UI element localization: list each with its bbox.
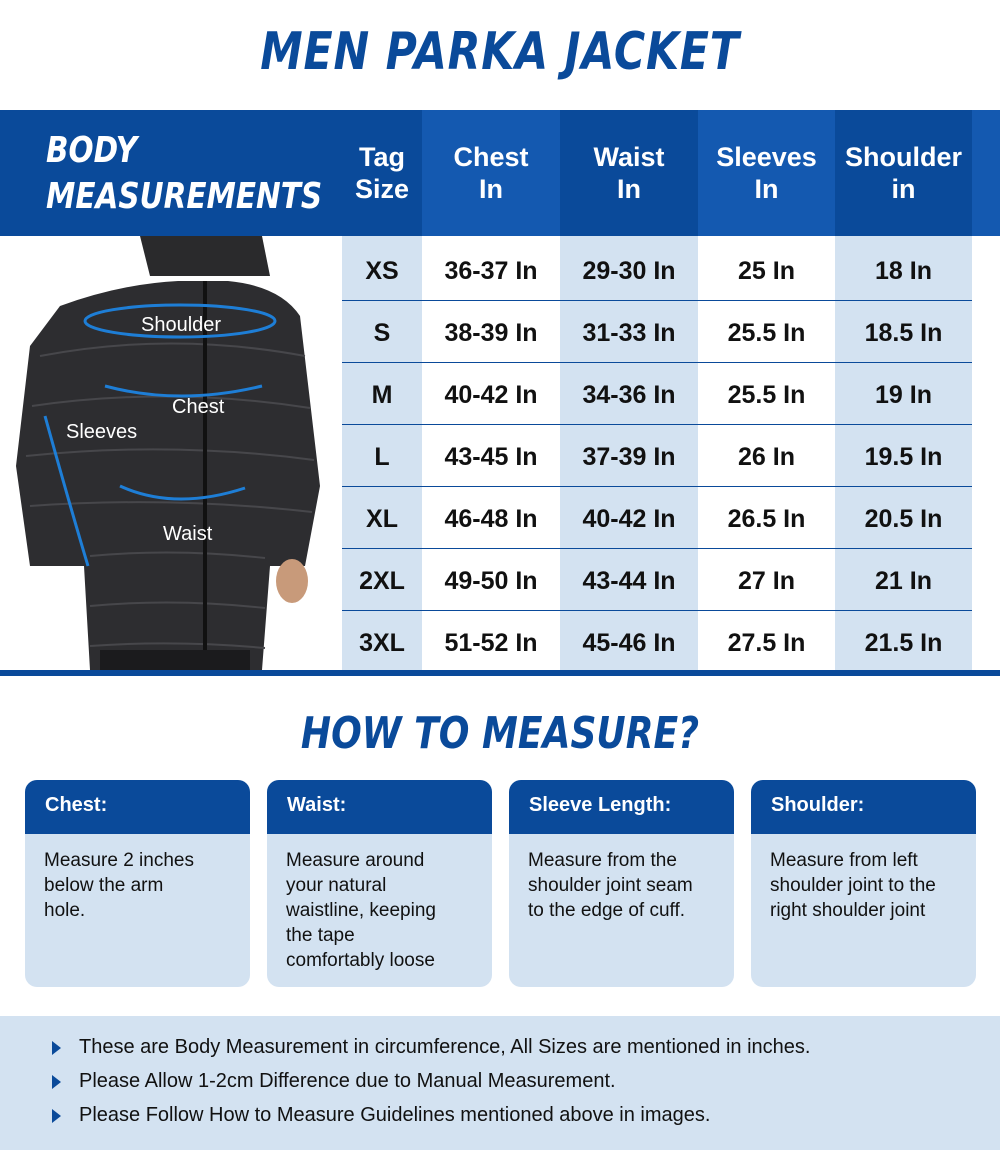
header-chest: Chest In — [422, 110, 560, 236]
shoulder-label: Shoulder — [141, 314, 222, 336]
header-sleeves: Sleeves In — [698, 110, 835, 236]
table-cell: 37-39 In — [582, 442, 676, 471]
shoulder-card — [751, 780, 976, 987]
table-cell: S — [373, 318, 391, 347]
card-body: Measure from left shoulder joint to the right shoulder joint — [770, 850, 936, 921]
note-item: Please Allow 1-2cm Difference due to Manual Measurement. — [52, 1070, 616, 1093]
jacket-photo — [0, 236, 342, 670]
row-divider — [342, 362, 972, 363]
size-chart — [0, 110, 1000, 678]
table-cell: 31-33 In — [582, 318, 676, 347]
caret-right-icon — [52, 1109, 61, 1123]
waist-card — [267, 780, 492, 987]
table-cell: 29-30 In — [582, 256, 676, 285]
table-cell: 40-42 In — [582, 504, 676, 533]
table-cell: 26.5 In — [727, 504, 806, 533]
table-cell: 45-46 In — [582, 628, 676, 657]
header-shoulder: Shoulder in — [835, 110, 972, 236]
card-title: Shoulder: — [751, 780, 976, 834]
card-body: Measure 2 inches below the arm hole. — [44, 850, 194, 921]
card-title: Chest: — [25, 780, 250, 834]
size-table — [342, 110, 1000, 670]
table-cell: XL — [366, 504, 398, 533]
table-cell: 26 In — [738, 442, 795, 471]
table-cell: 20.5 In — [864, 504, 943, 533]
page-title: MEN PARKA JACKET — [260, 22, 740, 82]
column-chest — [422, 236, 560, 670]
table-cell: 2XL — [359, 566, 405, 595]
card-body: Measure around your natural waistline, keeping the tape comfortably loose — [286, 850, 436, 971]
table-cell: 46-48 In — [444, 504, 538, 533]
table-cell: 43-44 In — [582, 566, 676, 595]
table-cell: L — [374, 442, 390, 471]
card-title: Sleeve Length: — [509, 780, 734, 834]
table-cell: 27.5 In — [727, 628, 806, 657]
table-cell: 25.5 In — [727, 380, 806, 409]
table-cell: XS — [365, 256, 399, 285]
table-cell: 21.5 In — [864, 628, 943, 657]
header-tag-size: Tag Size — [342, 110, 422, 236]
row-divider — [342, 424, 972, 425]
card-title: Waist: — [267, 780, 492, 834]
notes-panel — [0, 1016, 1000, 1150]
body-measurements-header — [0, 110, 342, 236]
parka-jacket-illustration — [0, 236, 342, 670]
sleeve-length-card — [509, 780, 734, 987]
caret-right-icon — [52, 1041, 61, 1055]
row-divider — [342, 548, 972, 549]
column-sleeves — [698, 236, 835, 670]
table-cell: 18.5 In — [864, 318, 943, 347]
table-cell: 34-36 In — [582, 380, 676, 409]
header-edge — [972, 110, 1000, 236]
note-item: These are Body Measurement in circumference, All Sizes are mentioned in inches. — [52, 1036, 810, 1059]
waist-label: Waist — [163, 523, 213, 545]
table-cell: 40-42 In — [444, 380, 538, 409]
table-cell: 43-45 In — [444, 442, 538, 471]
table-cell: 19.5 In — [864, 442, 943, 471]
column-tag-size — [342, 236, 422, 670]
table-cell: 18 In — [875, 256, 932, 285]
caret-right-icon — [52, 1075, 61, 1089]
row-divider — [342, 610, 972, 611]
chest-card — [25, 780, 250, 987]
note-item: Please Follow How to Measure Guidelines mentioned above in images. — [52, 1104, 710, 1127]
table-cell: 25.5 In — [727, 318, 806, 347]
column-waist — [560, 236, 698, 670]
table-cell: 25 In — [738, 256, 795, 285]
column-shoulder — [835, 236, 972, 670]
card-body: Measure from the shoulder joint seam to the edge of cuff. — [528, 850, 693, 921]
table-cell: 19 In — [875, 380, 932, 409]
chart-bottom-border — [0, 670, 1000, 676]
body-measurements-title: BODY MEASUREMENTS — [46, 130, 323, 217]
table-cell: 51-52 In — [444, 628, 538, 657]
table-cell: M — [371, 380, 393, 409]
row-divider — [342, 486, 972, 487]
table-cell: 38-39 In — [444, 318, 538, 347]
table-cell: 21 In — [875, 566, 932, 595]
table-cell: 27 In — [738, 566, 795, 595]
sleeves-label: Sleeves — [66, 421, 138, 443]
how-to-measure-heading: HOW TO MEASURE? — [300, 708, 700, 759]
table-cell: 36-37 In — [444, 256, 538, 285]
table-cell: 3XL — [359, 628, 405, 657]
chest-label: Chest — [172, 396, 225, 418]
header-waist: Waist In — [560, 110, 698, 236]
table-cell: 49-50 In — [444, 566, 538, 595]
row-divider — [342, 300, 972, 301]
